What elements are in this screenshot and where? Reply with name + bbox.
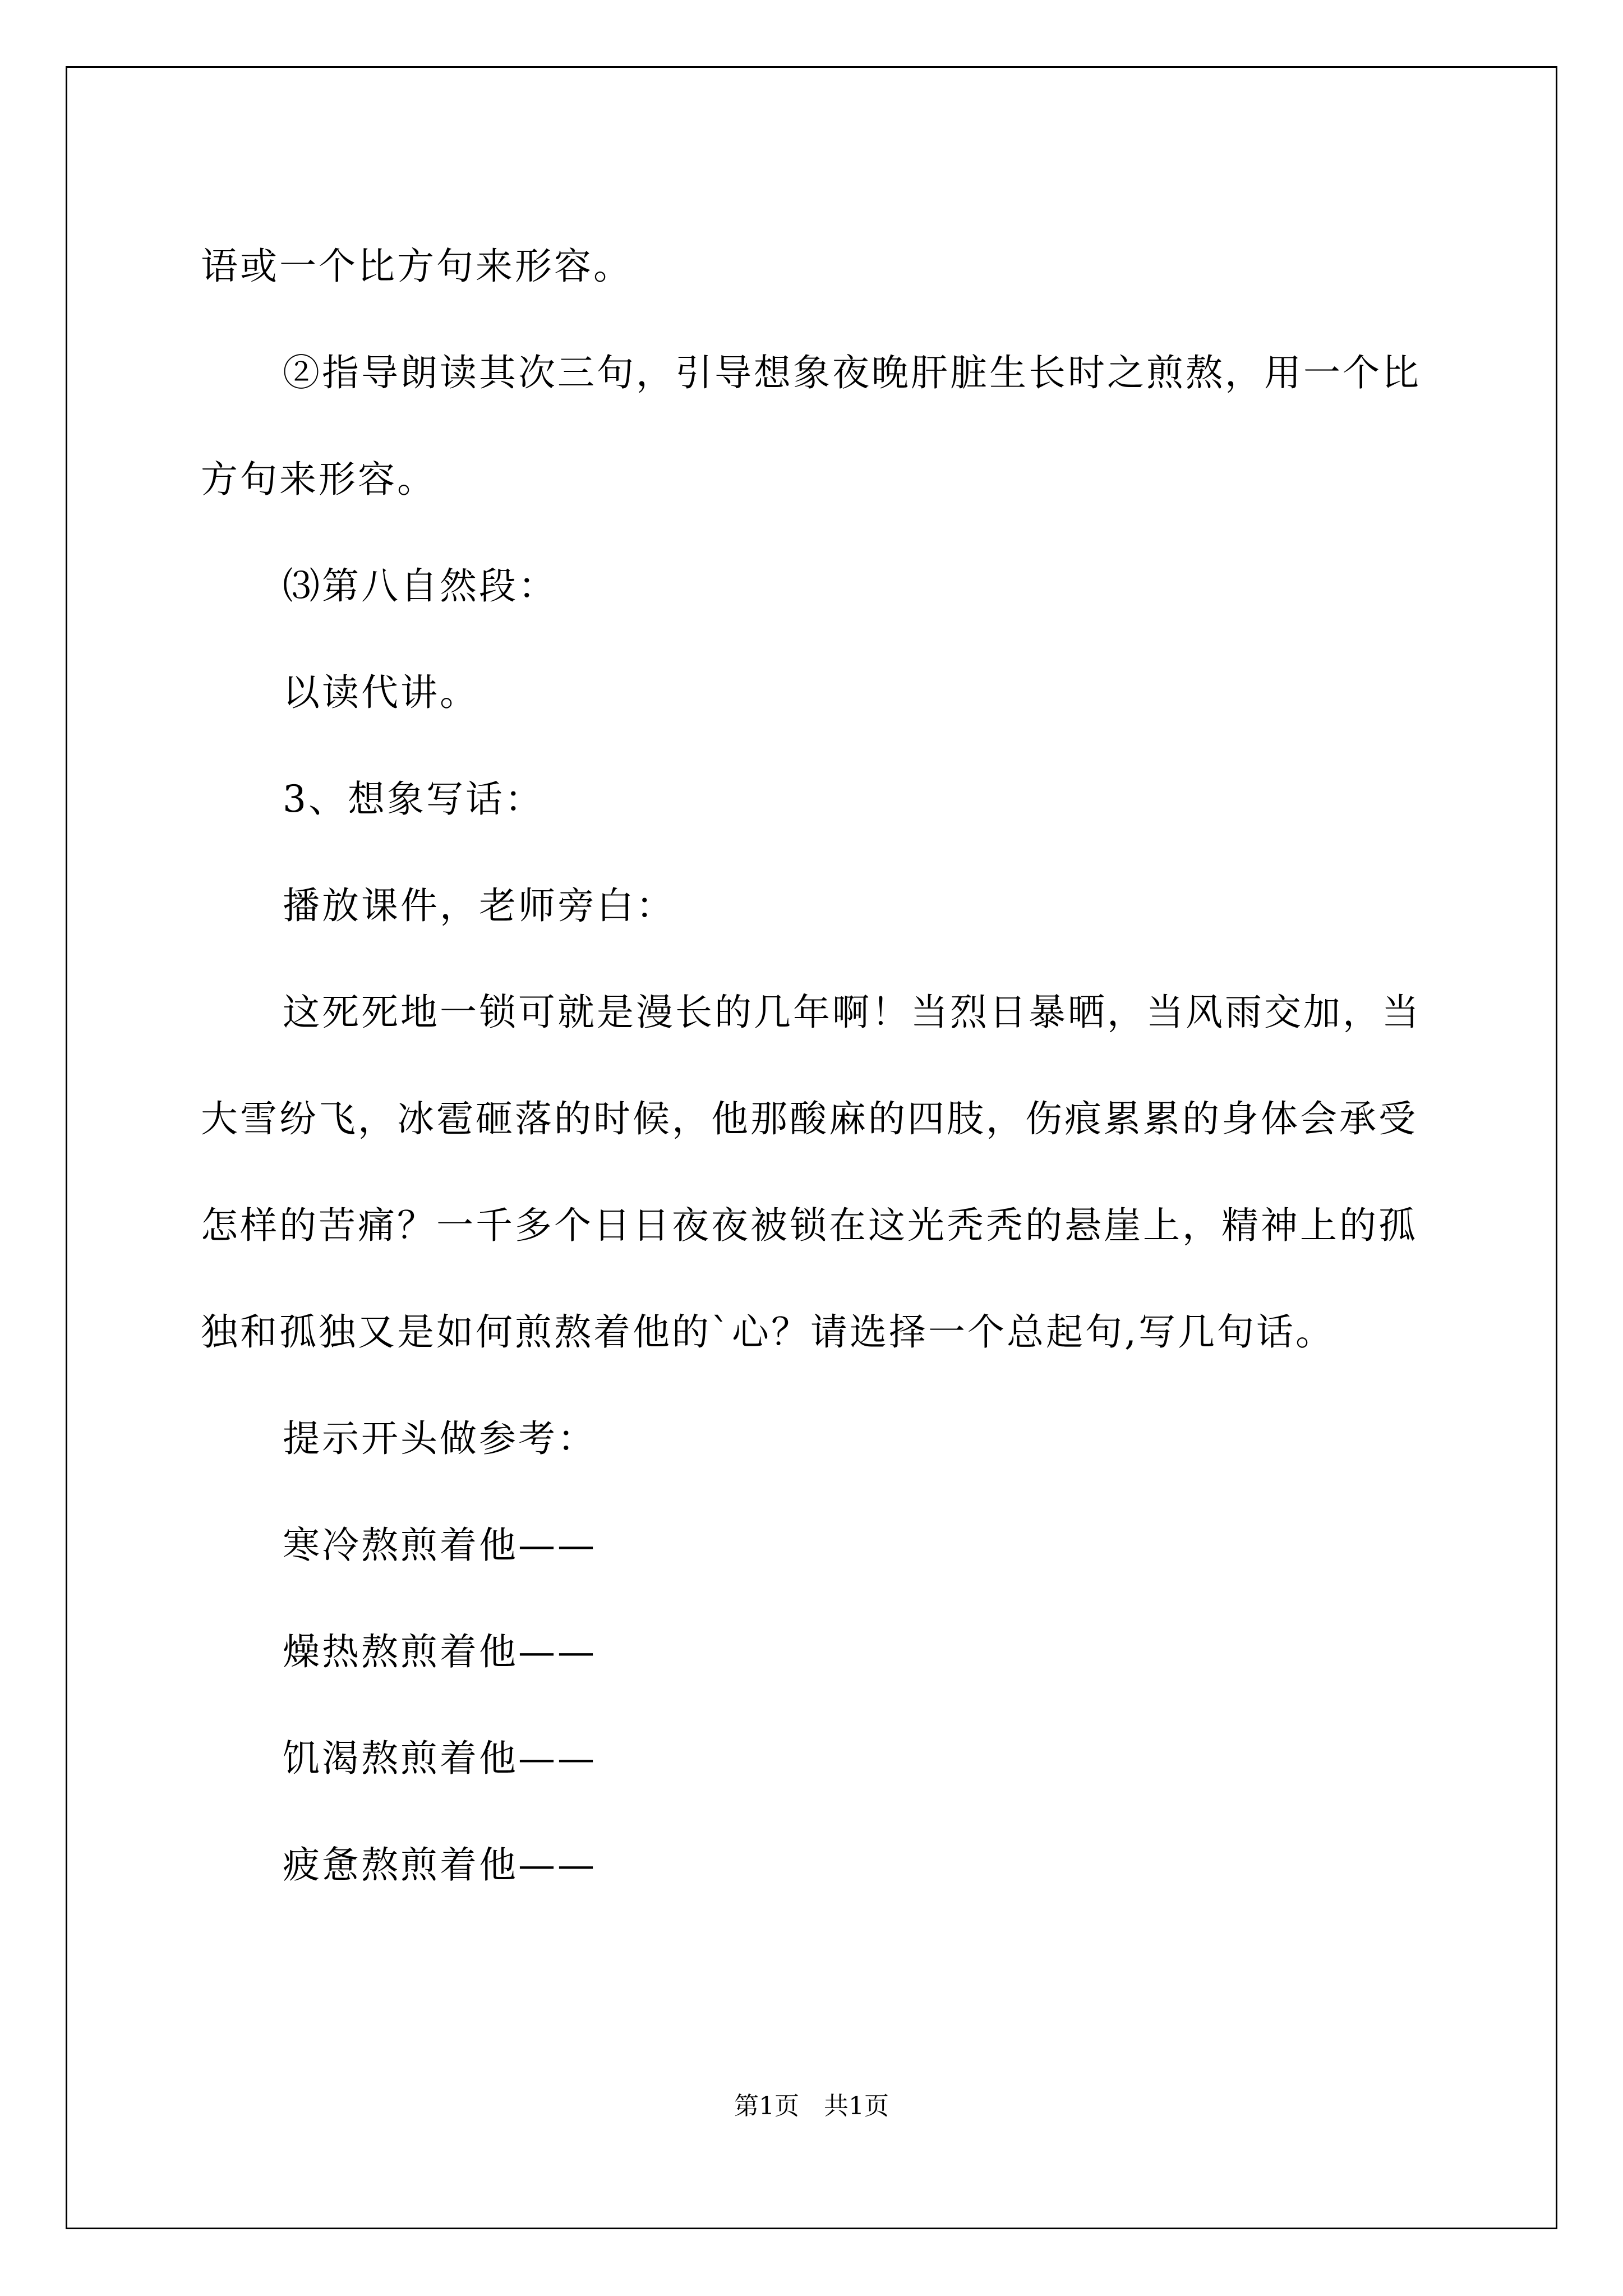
paragraph-3: ⑶第八自然段： [283,564,557,608]
page-footer: 第1页 共1页 [734,2092,889,2120]
paragraph-8: 提示开头做参考： [283,1417,597,1460]
paragraph-7: 这死死地一锁可就是漫长的几年啊！当烈日暴晒，当风雨交加，当大雪纷飞，冰雹砸落的时候，他那酸麻的四肢，伤痕累累的身体会承受怎样的苦痛？一千多个日日夜夜被锁在这光秃秃的悬崖上，精神上的孤独和孤独又是如何煎熬着他的`心？请选择一个总起句,写几句话。 [201,991,1421,1354]
paragraph-5: 3、想象写话： [283,777,544,821]
paragraph-1: 语或一个比方句来形容。 [201,245,633,288]
paragraph-11: 饥渴熬煎着他—— [283,1737,597,1780]
paragraph-9: 寒冷熬煎着他—— [283,1524,597,1567]
paragraph-6: 播放课件，老师旁白： [283,884,675,927]
paragraph-10: 燥热熬煎着他—— [283,1630,597,1673]
document-body [201,213,1429,1918]
paragraph-2: ②指导朗读其次三句，引导想象夜晚肝脏生长时之煎熬，用一个比方句来形容。 [201,351,1421,501]
paragraph-12: 疲惫熬煎着他—— [283,1843,597,1887]
paragraph-4: 以读代讲。 [283,671,479,714]
